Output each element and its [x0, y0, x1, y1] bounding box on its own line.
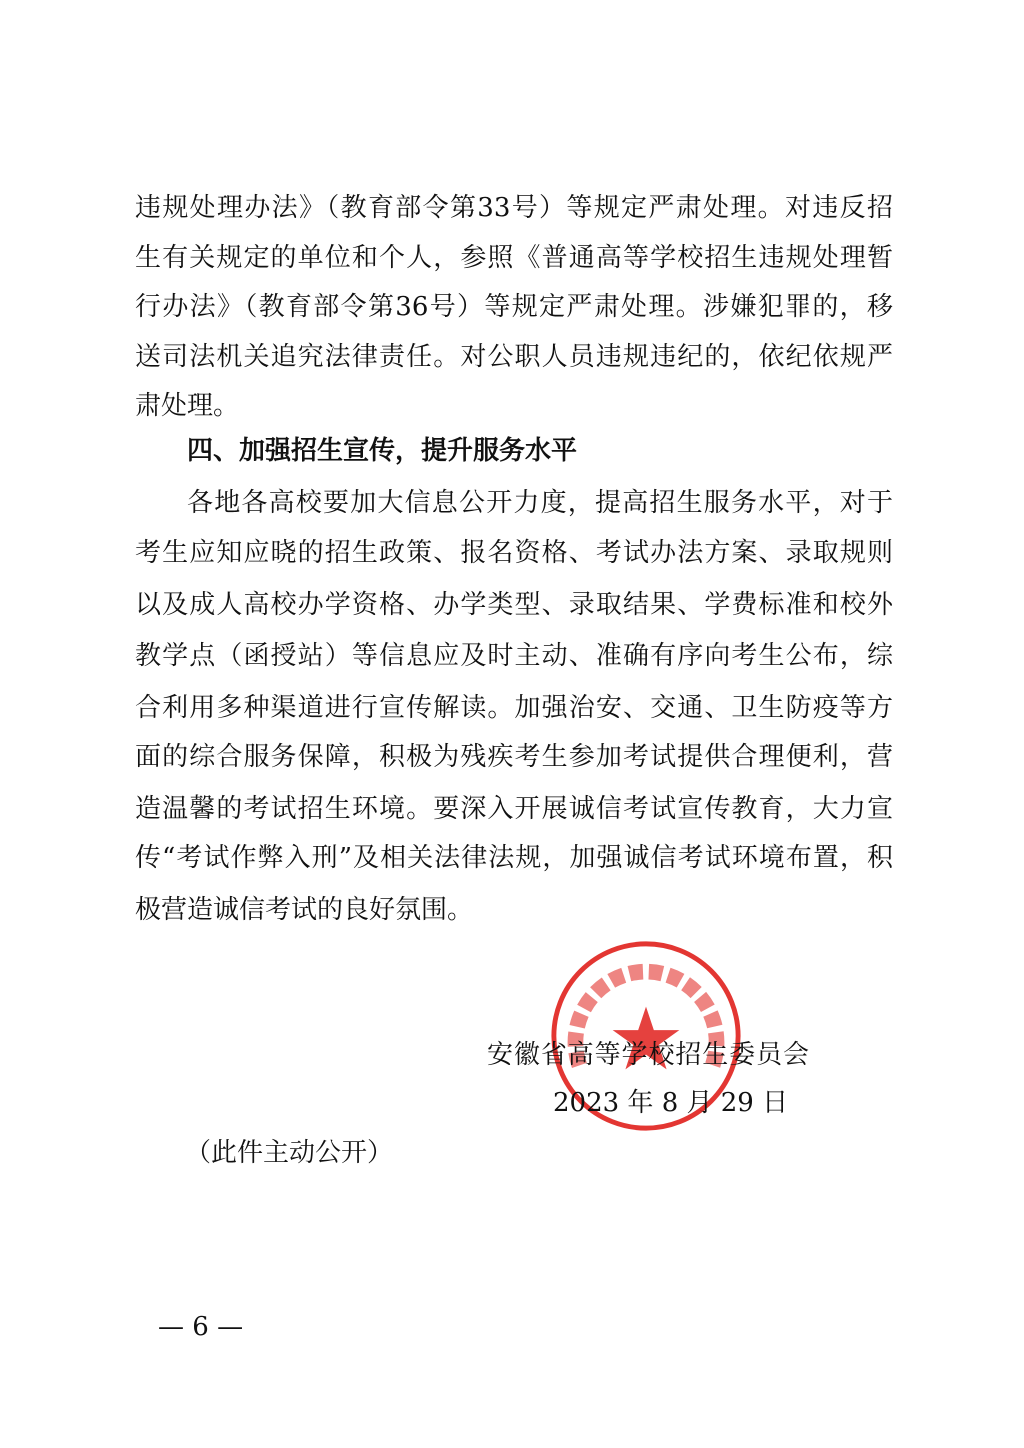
body-line: 极营造诚信考试的良好氛围。: [135, 895, 474, 925]
body-line: 传“考试作弊入刑”及相关法律法规，加强诚信考试环境布置，积: [135, 843, 893, 873]
body-line: 合利用多种渠道进行宣传解读。加强治安、交通、卫生防疫等方: [135, 693, 893, 723]
issue-date: 2023 年 8 月 29 日: [553, 1088, 789, 1118]
body-line: 教学点（函授站）等信息应及时主动、准确有序向考生公布，综: [135, 641, 893, 671]
body-line: 行办法》（教育部令第36号）等规定严肃处理。涉嫌犯罪的，移: [135, 292, 893, 322]
body-line: 造温馨的考试招生环境。要深入开展诚信考试宣传教育，大力宣: [135, 794, 893, 824]
body-line: 违规处理办法》（教育部令第33号）等规定严肃处理。对违反招: [135, 193, 893, 223]
body-line: 各地各高校要加大信息公开力度，提高招生服务水平，对于: [187, 488, 893, 518]
disclosure-note: （此件主动公开）: [185, 1138, 394, 1168]
issuer-signature: 安徽省高等学校招生委员会: [487, 1040, 809, 1070]
page-number: — 6 —: [158, 1312, 244, 1342]
body-line: 以及成人高校办学资格、办学类型、录取结果、学费标准和校外: [135, 590, 893, 620]
body-line: 面的综合服务保障，积极为残疾考生参加考试提供合理便利，营: [135, 742, 893, 772]
body-line: 肃处理。: [135, 391, 240, 421]
body-line: 考生应知应晓的招生政策、报名资格、考试办法方案、录取规则: [135, 538, 893, 568]
body-line: 送司法机关追究法律责任。对公职人员违规违纪的，依纪依规严: [135, 342, 893, 372]
body-line: 生有关规定的单位和个人，参照《普通高等学校招生违规处理暂: [135, 243, 893, 273]
section-heading: 四、加强招生宣传，提升服务水平: [187, 436, 578, 466]
